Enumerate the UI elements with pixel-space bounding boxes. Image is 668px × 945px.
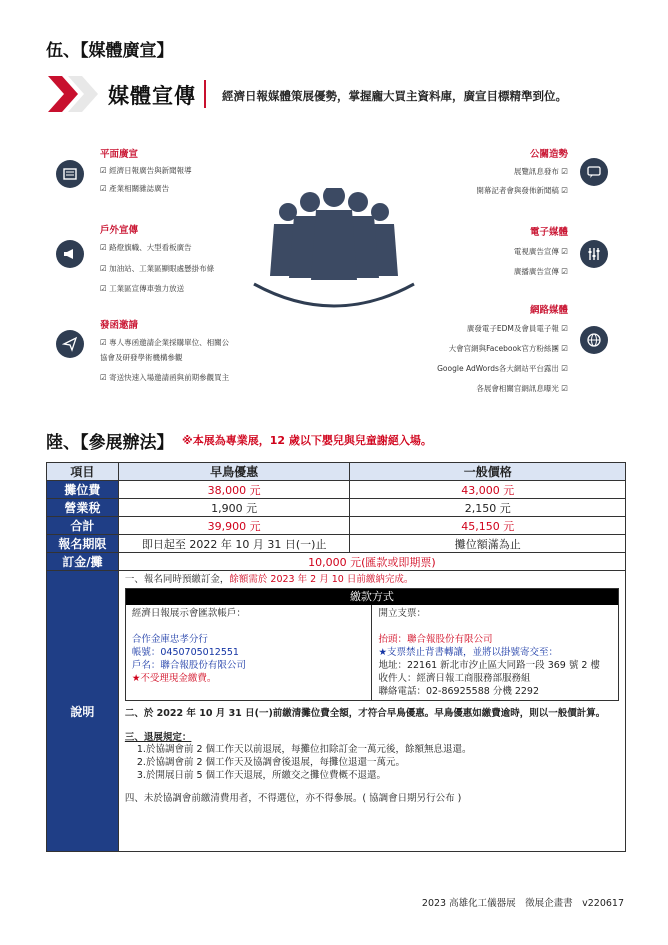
page-footer: 2023 高雄化工儀器展 徵展企畫書 v220617	[421, 898, 624, 909]
outdoor-ads-item: ☑ 工業區宣傳車強力放送	[100, 284, 185, 293]
explain-item-1-text: 一、報名同時預繳訂金，	[124, 574, 230, 585]
section5-title: 伍、【媒體廣宣】	[46, 41, 174, 61]
explain-item-2: 二、於 2022 年 10 月 31 日(一)前繳清攤位費全額，才符合早鳥優惠。早鳥優惠如繳費逾時，則以一般價計算。	[124, 708, 606, 719]
row-label: 合計	[47, 517, 119, 535]
online-media-item: 各展會相關官網訊息曝光 ☑	[476, 384, 568, 393]
bank-transfer-column	[126, 605, 373, 700]
explain-item-4: 四、未於協調會前繳清費用者，不得選位，亦不得參展。( 協調會日期另行公布 )	[124, 793, 462, 804]
table-row	[47, 535, 626, 553]
cheque-phone: 聯絡電話：02-86925588 分機 2292	[378, 686, 540, 697]
cheque-recipient: 收件人：經濟日報工商服務部服務組	[378, 673, 531, 684]
chat-icon	[580, 158, 608, 186]
print-ads-title: 平面廣宣	[100, 149, 139, 160]
early-tax: 1,900 元	[118, 499, 350, 517]
row-label: 攤位費	[47, 481, 119, 499]
early-price: 38,000 元	[118, 481, 350, 499]
pr-item: 展覽訊息發布 ☑	[513, 167, 568, 176]
table-row	[47, 571, 626, 852]
pr-title: 公關造勢	[529, 149, 568, 160]
row-label: 訂金/攤	[47, 553, 119, 571]
regular-total: 45,150 元	[350, 517, 626, 535]
explain-item-1-deadline: 餘額需於 2023 年 2 月 10 日前繳納完成。	[229, 574, 414, 585]
account-holder: 戶名：聯合報股份有限公司	[131, 660, 246, 671]
regular-deadline: 攤位額滿為止	[350, 535, 626, 553]
payment-methods-header: 繳款方式	[126, 589, 618, 605]
row-label: 營業稅	[47, 499, 119, 517]
bank-name: 合作金庫忠孝分行	[131, 634, 208, 645]
online-media-item: Google AdWords各大網站平台露出 ☑	[437, 364, 568, 373]
early-deadline: 即日起至 2022 年 10 月 31 日(一)止	[118, 535, 350, 553]
outdoor-ads-title: 戶外宣傳	[100, 225, 139, 236]
col-header-regular: 一般價格	[350, 463, 626, 481]
print-ads-item: ☑ 經濟日報廣告與新聞報導	[100, 166, 192, 175]
banner-subtitle: 經濟日報媒體策展優勢，掌握龐大買主資料庫，廣宣目標精準到位。	[222, 89, 567, 103]
cheque-payee: 抬頭：聯合報股份有限公司	[378, 634, 493, 645]
explanation-cell	[118, 571, 625, 852]
row-label: 說明	[47, 571, 119, 852]
refund-rule: 3.於開展日前 5 個工作天退展，所繳交之攤位費概不退還。	[136, 770, 387, 781]
electronic-media-item: 電視廣告宣傳 ☑	[513, 247, 568, 256]
cheque-note: ★支票禁止背書轉讓，並將以掛號寄交至：	[378, 647, 558, 658]
table-row	[47, 499, 626, 517]
row-label: 報名期限	[47, 535, 119, 553]
brand-logo	[48, 74, 108, 114]
explain-item-1	[125, 573, 619, 586]
refund-rule: 2.於協調會前 2 個工作天及協調會後退展，每攤位退還一萬元。	[136, 757, 406, 768]
outdoor-ads-item: ☑ 路燈旗幟、大型看板廣告	[100, 243, 192, 252]
online-media-item: 廣發電子EDM及會員電子報 ☑	[466, 324, 568, 333]
col-header-early: 早鳥優惠	[118, 463, 350, 481]
refund-rules-title: 三、退展規定：	[124, 732, 192, 743]
cheque-title: 開立支票：	[378, 608, 426, 619]
col-header-item: 項目	[47, 463, 119, 481]
outdoor-ads-item: ☑ 加油站、工業區顯眼處懸掛布條	[100, 264, 215, 273]
print-ads-item: ☑ 產業相關雜誌廣告	[100, 184, 170, 193]
mail-invite-item: 協會及研發學術機構參觀	[100, 353, 183, 362]
equalizer-icon	[580, 240, 608, 268]
table-row	[47, 553, 626, 571]
cheque-address: 地址：22161 新北市汐止區大同路一段 369 號 2 樓	[378, 660, 600, 671]
fee-table	[46, 462, 626, 852]
megaphone-icon	[56, 240, 84, 268]
deposit-value: 10,000 元(匯款或即期票)	[118, 553, 625, 571]
globe-icon	[580, 326, 608, 354]
refund-rule: 1.於協調會前 2 個工作天以前退展，每攤位扣除訂金一萬元後，餘額無息退還。	[136, 744, 472, 755]
mail-invite-item: ☑ 寄送快速入場邀請函與前期參觀買主	[100, 373, 230, 382]
early-total: 39,900 元	[118, 517, 350, 535]
electronic-media-title: 電子媒體	[529, 227, 568, 238]
bank-account: 帳號：0450705012551	[131, 647, 239, 658]
paper-plane-icon	[56, 330, 84, 358]
banner-title: 媒體宣傳	[108, 84, 196, 108]
mail-invite-item: ☑ 專人專函邀請企業採購單位、相關公	[100, 338, 230, 347]
cheque-column	[372, 605, 618, 700]
no-cash-warning: ★不受理現金繳費。	[131, 673, 217, 684]
electronic-media-item: 廣播廣告宣傳 ☑	[513, 267, 568, 276]
regular-price: 43,000 元	[350, 481, 626, 499]
regular-tax: 2,150 元	[350, 499, 626, 517]
mail-invite-title: 發函邀請	[100, 320, 139, 331]
table-row	[47, 481, 626, 499]
payment-methods-box	[125, 588, 619, 701]
age-restriction-note: ※本展為專業展，12 歲以下嬰兒與兒童謝絕入場。	[182, 434, 432, 447]
online-media-title: 網路媒體	[529, 305, 568, 316]
table-row	[47, 517, 626, 535]
business-team-illustration	[244, 188, 424, 316]
section6-title: 陸、【參展辦法】	[46, 433, 174, 453]
online-media-item: 大會官網與Facebook官方粉絲團 ☑	[448, 344, 568, 353]
pr-item: 開幕記者會與發佈新聞稿 ☑	[476, 186, 568, 195]
newspaper-icon	[56, 160, 84, 188]
banner-divider	[204, 80, 206, 108]
bank-transfer-title: 經濟日報展示會匯款帳戶：	[131, 608, 246, 619]
